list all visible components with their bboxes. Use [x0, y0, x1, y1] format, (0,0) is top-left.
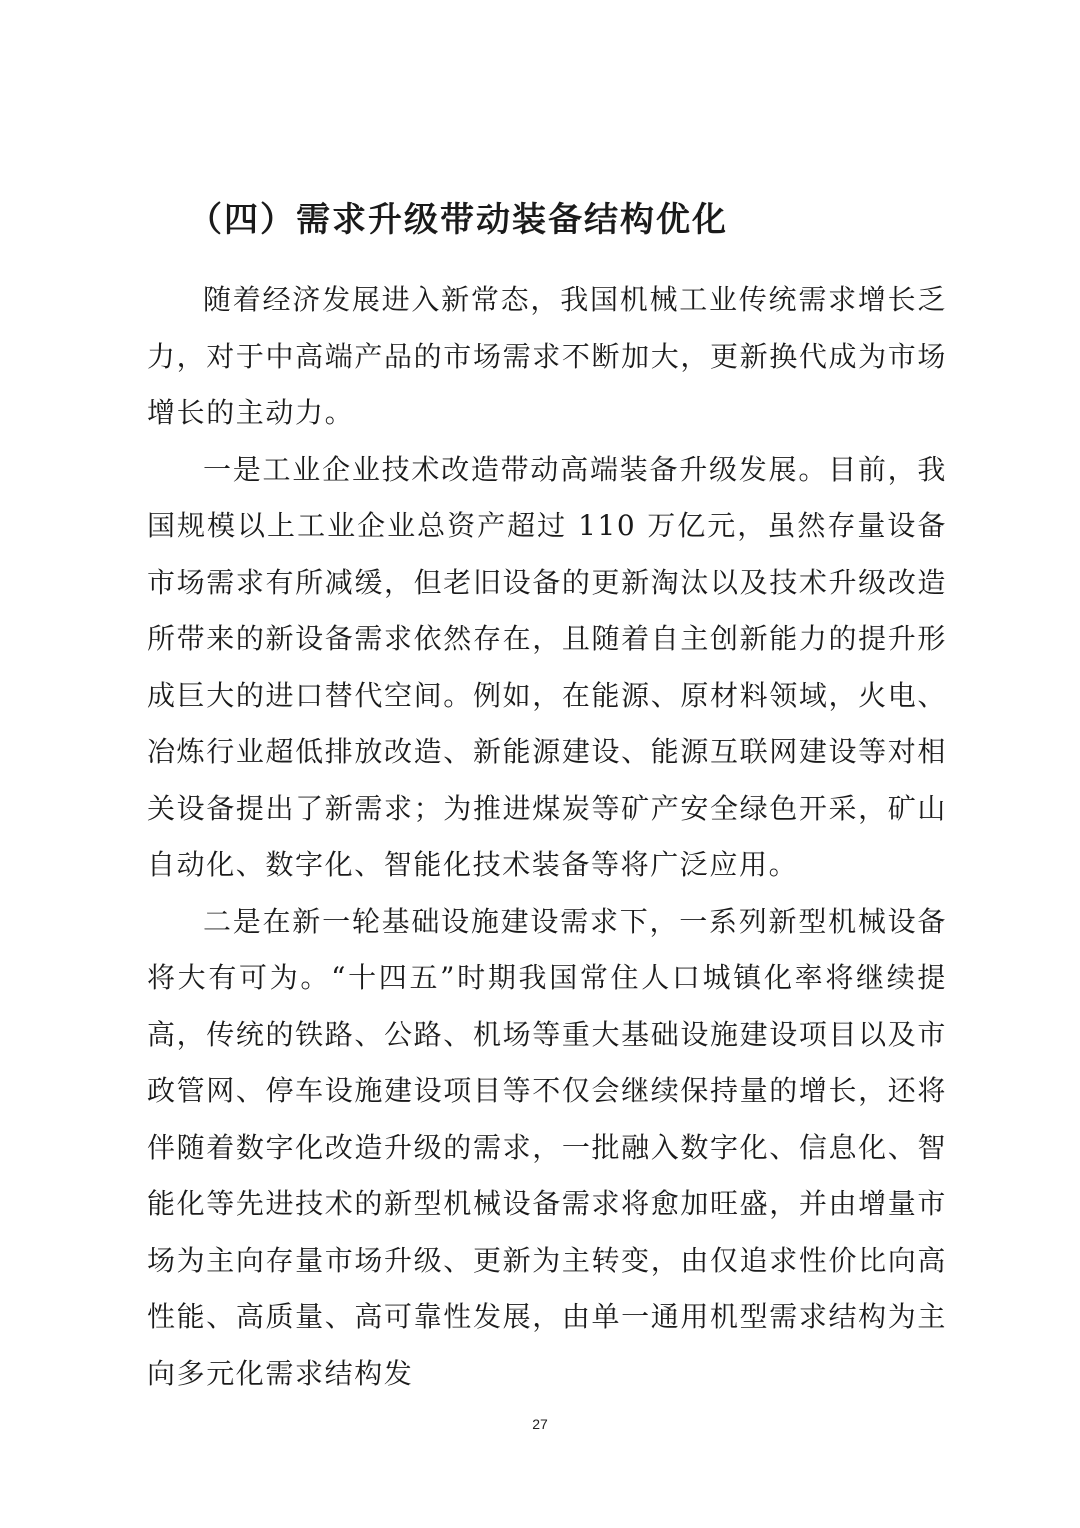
body-text [147, 272, 947, 1402]
section-heading: （四）需求升级带动装备结构优化 [188, 200, 728, 240]
paragraph-point-one: 一是工业企业技术改造带动高端装备升级发展。目前，我国规模以上工业企业总资产超过 110 万亿元，虽然存量设备市场需求有所减缓，但老旧设备的更新淘汰以及技术升级改造所带来的新设备需求依然存在，且随着自主创新能力的提升形成巨大的进口替代空间。例如，在能源、原材料领域，火电、冶炼行业超低排放改造、新能源建设、能源互联网建设等对相关设备提出了新需求；为推进煤炭等矿产安全绿色开采，矿山自动化、数字化、智能化技术装备等将广泛应用。 [147, 452, 947, 881]
paragraph-point-two: 二是在新一轮基础设施建设需求下，一系列新型机械设备将大有可为。“十四五”时期我国常住人口城镇化率将继续提高，传统的铁路、公路、机场等重大基础设施建设项目以及市政管网、停车设施建设项目等不仅会继续保持量的增长，还将伴随着数字化改造升级的需求，一批融入数字化、信息化、智能化等先进技术的新型机械设备需求将愈加旺盛，并由增量市场为主向存量市场升级、更新为主转变，由仅追求性价比向高性能、高质量、高可靠性发展，由单一通用机型需求结构为主向多元化需求结构发 [147, 904, 947, 1390]
page-number: 27 [532, 1416, 548, 1432]
paragraph-intro: 随着经济发展进入新常态，我国机械工业传统需求增长乏力，对于中高端产品的市场需求不断加大，更新换代成为市场增长的主动力。 [147, 283, 947, 429]
